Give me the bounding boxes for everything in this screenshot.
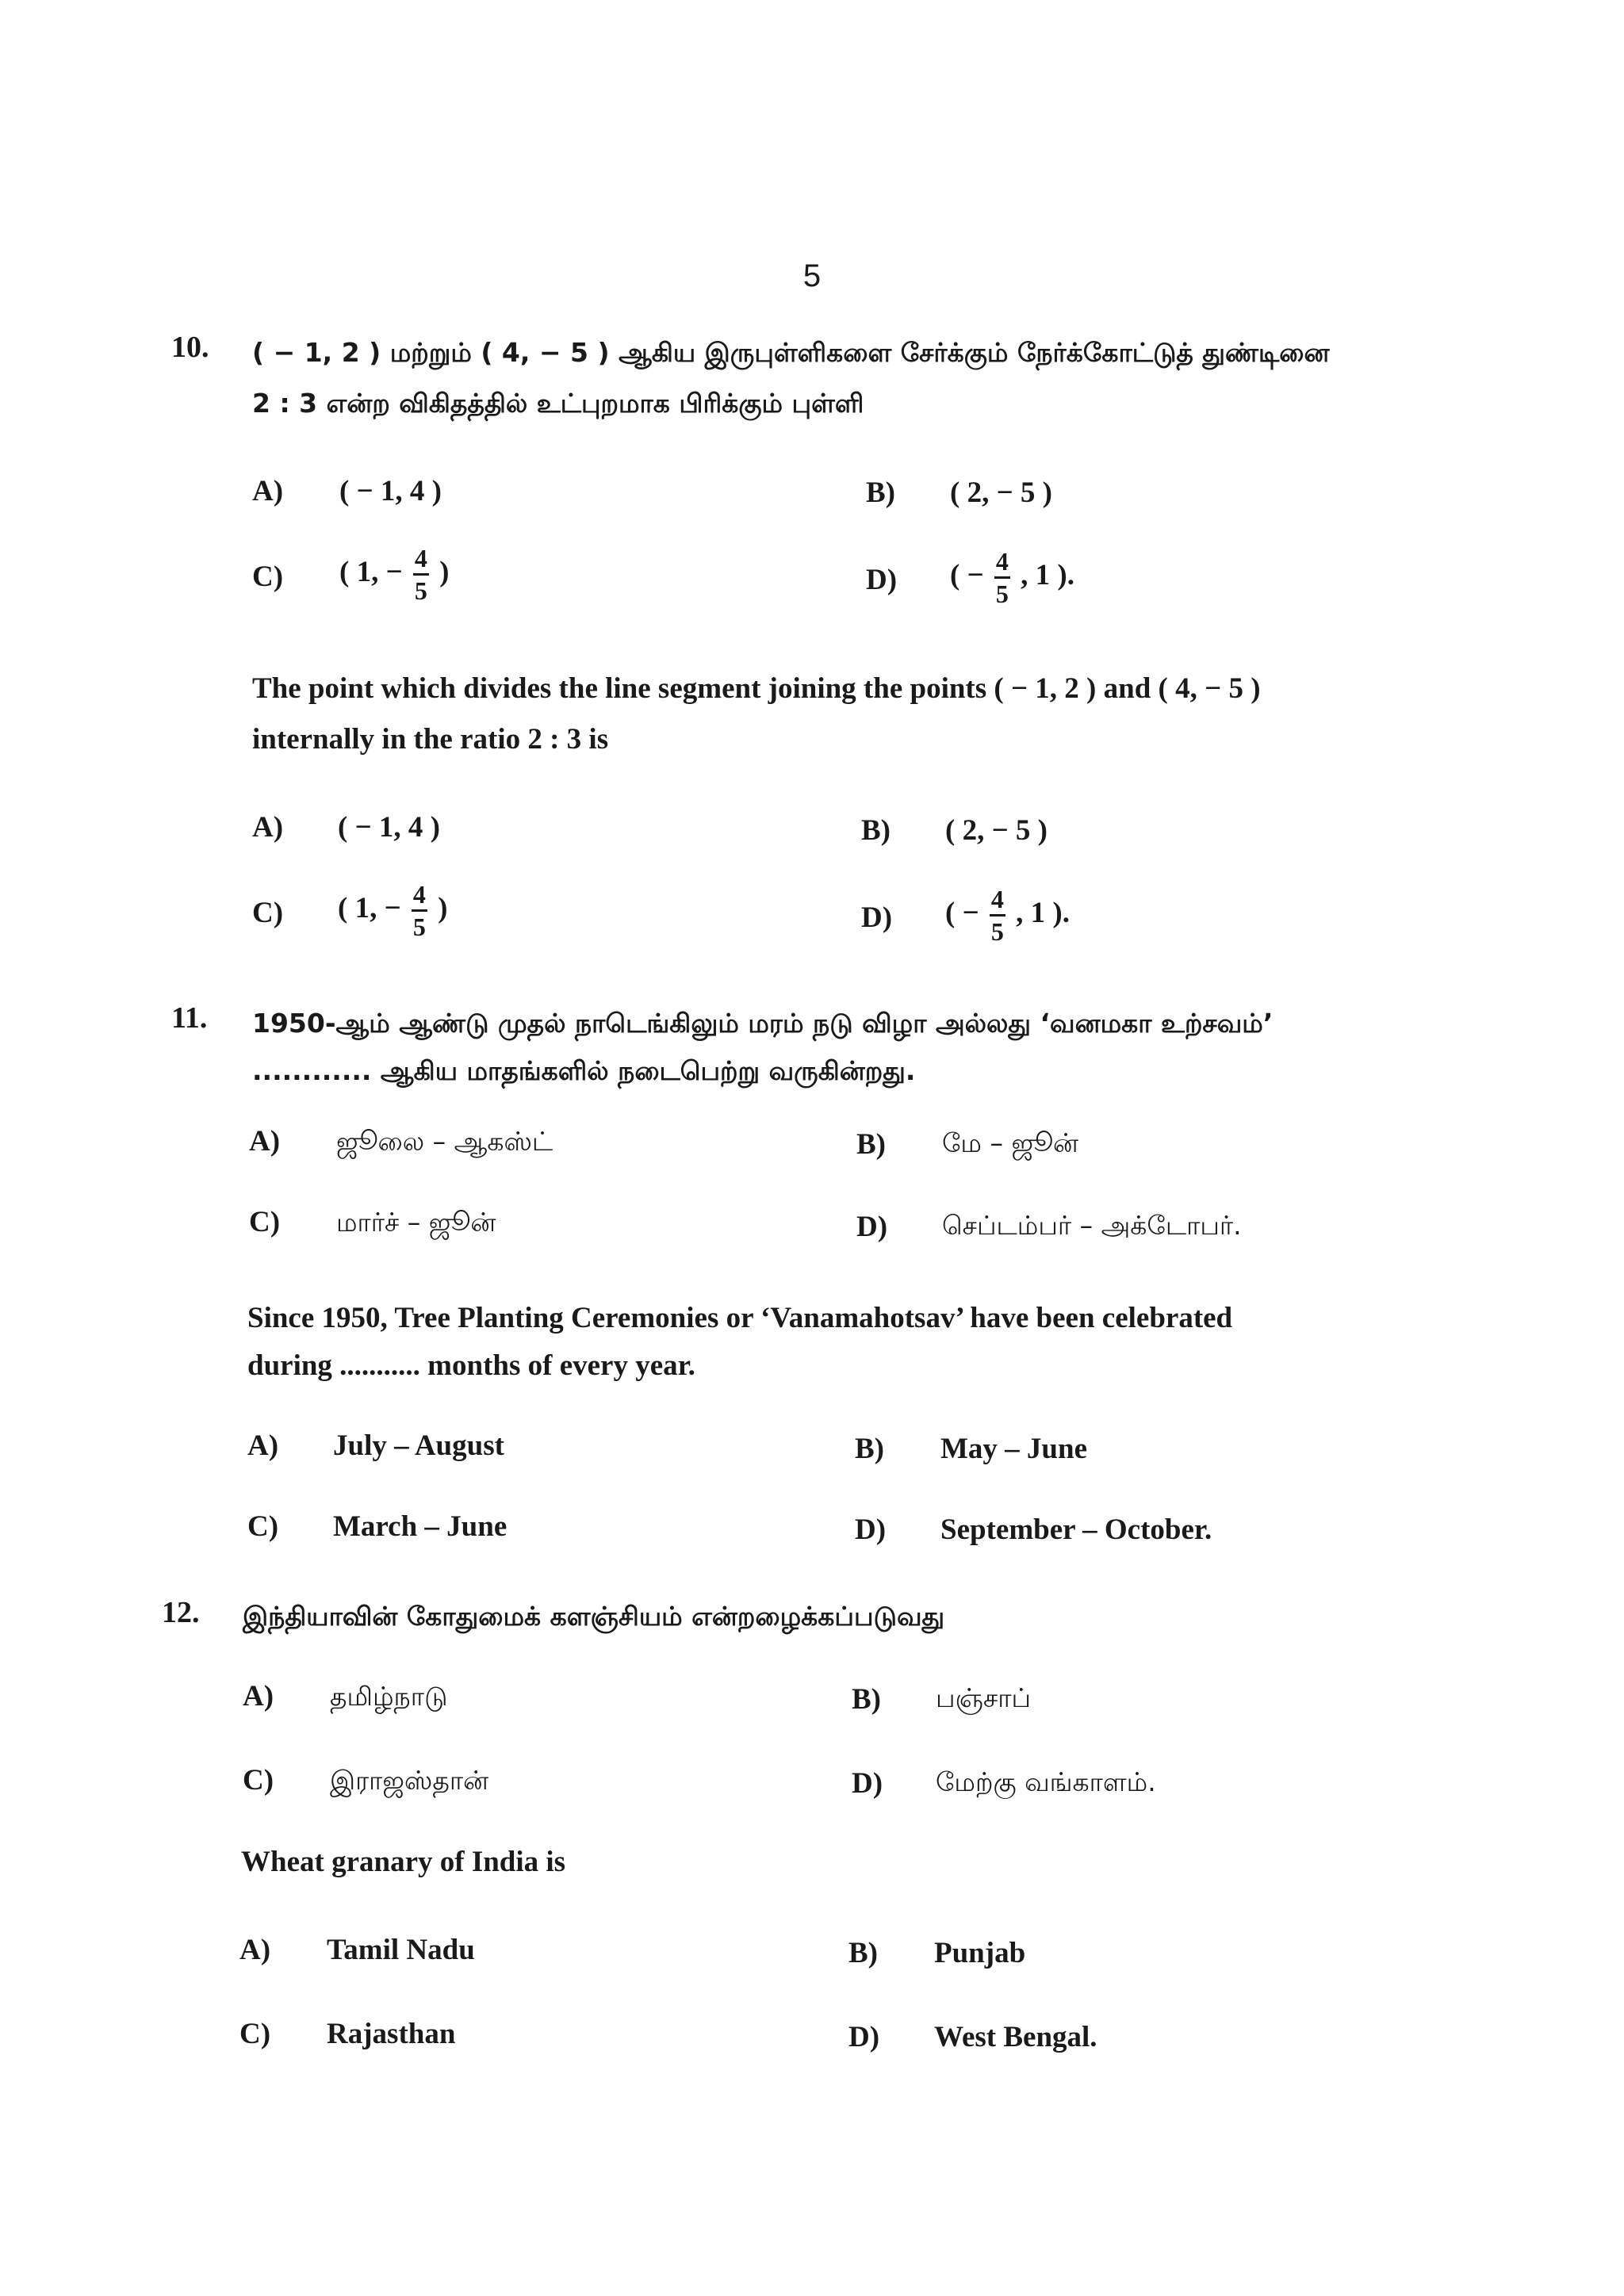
option-a: ( − 1, 4 ) <box>339 475 442 507</box>
option-label-d: D) <box>852 1767 883 1800</box>
option-label-d: D) <box>861 901 893 934</box>
option-a: ஜூலை – ஆகஸ்ட் <box>336 1126 553 1157</box>
option-a: தமிழ்நாடு <box>330 1681 448 1712</box>
option-c: Rajasthan <box>327 2018 456 2050</box>
option-label-b: B) <box>856 1128 886 1161</box>
fraction-denominator: 5 <box>414 576 427 605</box>
fraction-numerator: 4 <box>994 549 1010 579</box>
option-c-suffix: ) <box>438 891 448 924</box>
stem-line: ( − 1, 2 ) மற்றும் ( 4, − 5 ) ஆகிய இருபுள்ளிகளை சேர்க்கும் நேர்க்கோட்டுத் துண்டினை <box>252 337 1330 368</box>
stem-line: 1950-ஆம் ஆண்டு முதல் நாடெங்கிலும் மரம் நடு விழா அல்லது ‘வனமகா உற்சவம்’ <box>252 1008 1274 1039</box>
option-b: பஞ்சாப் <box>936 1682 1032 1713</box>
tamil-stem: இந்தியாவின் கோதுமைக் களஞ்சியம் என்றழைக்கப்படுவது <box>243 1601 945 1632</box>
fraction <box>990 886 1005 944</box>
option-label-a: A) <box>252 475 284 507</box>
option-c <box>338 882 447 939</box>
option-d-prefix: ( − <box>945 896 979 929</box>
option-label-c: C) <box>243 1764 274 1797</box>
option-d <box>945 886 1070 944</box>
fraction <box>994 549 1010 607</box>
fraction-denominator: 5 <box>995 580 1009 608</box>
option-d-suffix: , 1 ). <box>1021 558 1074 591</box>
option-label-b: B) <box>866 476 895 509</box>
option-a: Tamil Nadu <box>327 1934 475 1966</box>
option-c: மார்ச் – ஜூன் <box>336 1207 496 1238</box>
option-d <box>950 549 1074 607</box>
option-label-a: A) <box>239 1934 271 1966</box>
option-a: ( − 1, 4 ) <box>338 811 440 844</box>
option-c-prefix: ( 1, − <box>338 891 401 924</box>
fraction <box>413 545 429 603</box>
option-d: செப்டம்பர் – அக்டோபர். <box>942 1210 1242 1241</box>
fraction-denominator: 5 <box>990 917 1004 946</box>
option-label-c: C) <box>252 897 284 929</box>
option-c-prefix: ( 1, − <box>339 555 403 588</box>
stem-line: 2 : 3 என்ற விகிதத்தில் உட்புறமாக பிரிக்கும் புள்ளி <box>252 388 864 419</box>
option-label-c: C) <box>239 2018 271 2050</box>
option-b: ( 2, − 5 ) <box>950 476 1052 509</box>
stem-line: internally in the ratio 2 : 3 is <box>252 723 609 756</box>
option-c-suffix: ) <box>439 555 450 588</box>
option-label-c: C) <box>249 1206 281 1238</box>
english-stem: Wheat granary of India is <box>241 1846 566 1878</box>
fraction <box>412 882 427 939</box>
option-a: July – August <box>333 1429 504 1462</box>
option-label-a: A) <box>243 1680 274 1712</box>
fraction-denominator: 5 <box>412 913 426 941</box>
option-label-b: B) <box>861 814 891 847</box>
question-number: 12. <box>162 1596 200 1629</box>
option-d: மேற்கு வங்காளம். <box>936 1766 1156 1797</box>
page-number: 5 <box>802 258 822 293</box>
option-d: West Bengal. <box>934 2021 1097 2053</box>
option-label-c: C) <box>252 561 284 593</box>
option-d-prefix: ( − <box>950 558 984 591</box>
option-b: மே – ஜூன் <box>942 1127 1078 1158</box>
option-label-d: D) <box>856 1211 888 1243</box>
stem-line: Since 1950, Tree Planting Ceremonies or ‘Vanamahotsav’ have been celebrated <box>247 1302 1233 1334</box>
question-number: 10. <box>171 331 209 364</box>
option-label-d: D) <box>866 564 898 596</box>
option-label-b: B) <box>848 1937 878 1969</box>
fraction-numerator: 4 <box>413 545 429 576</box>
stem-line: during ........... months of every year. <box>247 1349 695 1382</box>
option-label-b: B) <box>855 1433 884 1465</box>
option-label-c: C) <box>247 1510 279 1543</box>
fraction-numerator: 4 <box>412 882 427 912</box>
option-b: ( 2, − 5 ) <box>945 814 1048 847</box>
stem-line: The point which divides the line segment joining the points ( − 1, 2 ) and ( 4, − 5 ) <box>252 672 1261 705</box>
option-d: September – October. <box>940 1513 1212 1546</box>
option-label-a: A) <box>247 1429 279 1462</box>
option-d-suffix: , 1 ). <box>1016 896 1070 929</box>
option-b: May – June <box>940 1433 1087 1465</box>
option-c: இராஜஸ்தான் <box>330 1765 489 1796</box>
option-label-a: A) <box>252 811 284 844</box>
fraction-numerator: 4 <box>990 886 1005 916</box>
stem-line: ............ ஆகிய மாதங்களில் நடைபெற்று வருகின்றது. <box>252 1055 916 1086</box>
question-number: 11. <box>171 1001 208 1035</box>
option-label-b: B) <box>852 1683 881 1716</box>
option-c: March – June <box>333 1510 508 1543</box>
option-c <box>339 545 449 603</box>
option-label-d: D) <box>848 2021 880 2053</box>
option-b: Punjab <box>934 1937 1026 1969</box>
option-label-d: D) <box>855 1513 887 1546</box>
option-label-a: A) <box>249 1125 281 1158</box>
